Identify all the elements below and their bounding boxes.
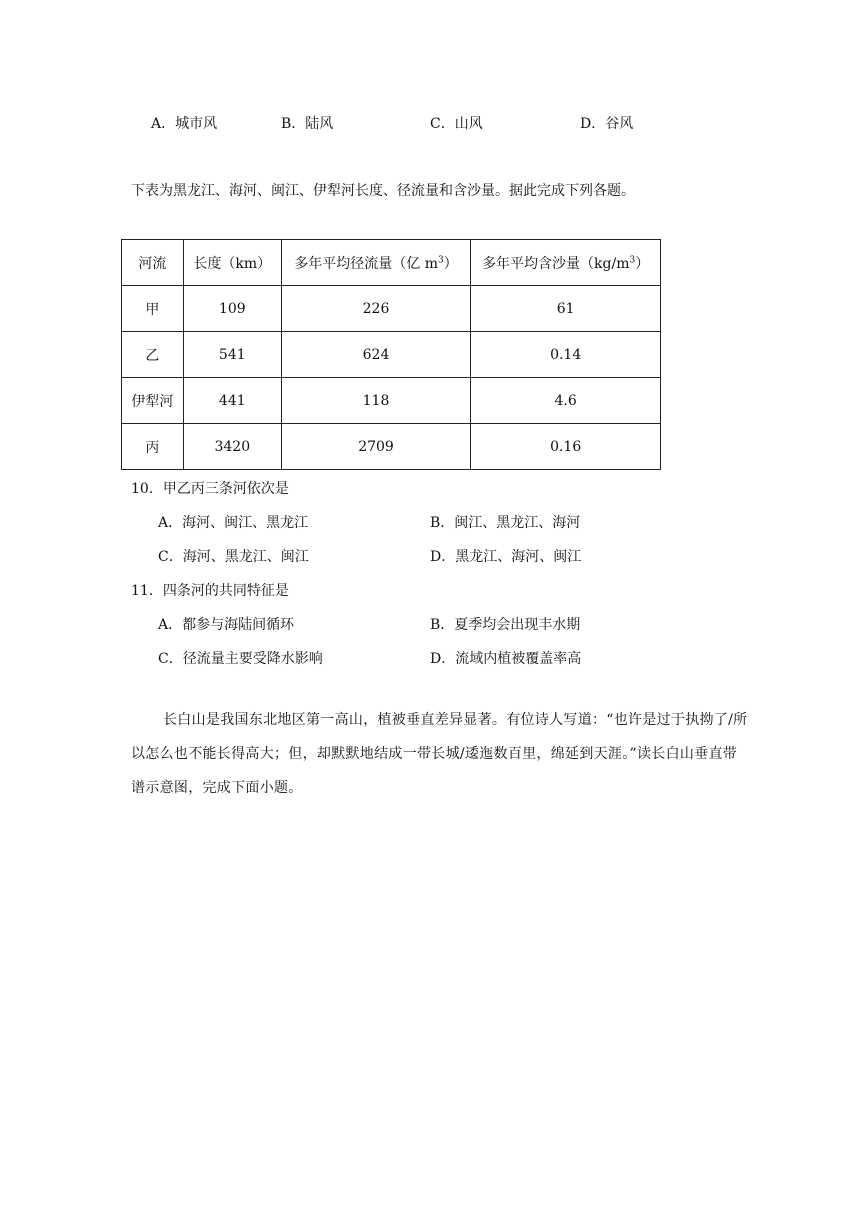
q10-option-d: D．黑龙江、海河、闽江 [430, 549, 582, 565]
river-table [121, 239, 661, 470]
cell-sediment: 4.6 [471, 378, 661, 424]
table-row [122, 424, 661, 470]
header-river: 河流 [122, 240, 184, 286]
cell-runoff: 624 [281, 332, 471, 378]
header-sediment: 多年平均含沙量$(kg/m^3)$ [471, 240, 661, 286]
header-runoff: 多年平均径流量（亿 $m^3$） [281, 240, 471, 286]
cell-length: 441 [183, 378, 281, 424]
q10-stem: 10．甲乙丙三条河依次是 [131, 481, 289, 497]
cell-runoff: 2709 [281, 424, 471, 470]
cell-river: 乙 [122, 332, 184, 378]
cell-river: 伊犁河 [122, 378, 184, 424]
table-header-row [122, 240, 661, 286]
cell-runoff: 118 [281, 378, 471, 424]
q9-option-d: D．谷风 [580, 116, 634, 132]
table-intro: 下表为黑龙江、海河、闽江、伊犁河长度、径流量和含沙量。据此完成下列各题。 [131, 183, 635, 199]
cell-runoff: 226 [281, 286, 471, 332]
cell-sediment: 0.16 [471, 424, 661, 470]
cell-sediment: 0.14 [471, 332, 661, 378]
q9-option-c: C．山风 [430, 116, 483, 132]
q10-option-b: B．闽江、黑龙江、海河 [430, 515, 581, 531]
q11-option-c: C．径流量主要受降水影响 [158, 651, 323, 667]
q11-stem: 11．四条河的共同特征是 [131, 583, 289, 599]
table-row [122, 332, 661, 378]
cell-river: 甲 [122, 286, 184, 332]
cell-length: 541 [183, 332, 281, 378]
cell-length: 109 [183, 286, 281, 332]
q11-option-d: D．流域内植被覆盖率高 [430, 651, 582, 667]
table-row [122, 378, 661, 424]
q11-option-b: B．夏季均会出现丰水期 [430, 617, 581, 633]
cell-length: 3420 [183, 424, 281, 470]
passage: 长白山是我国东北地区第一高山，植被垂直差异显著。有位诗人写道：“也许是过于执拗了/所以怎么也不能长得高大；但，却默默地结成一带长城/逶迤数百里，绵延到天涯。”读长白山垂直带谱示意图，完成下面小题。 [131, 712, 748, 796]
cell-river: 丙 [122, 424, 184, 470]
q10-option-c: C．海河、黑龙江、闽江 [158, 549, 309, 565]
q10-option-a: A．海河、闽江、黑龙江 [158, 515, 309, 531]
q9-option-b: B．陆风 [281, 116, 334, 132]
cell-sediment: 61 [471, 286, 661, 332]
table-row [122, 286, 661, 332]
q9-option-a: A．城市风 [151, 116, 218, 132]
header-length: 长度（km） [183, 240, 281, 286]
q11-option-a: A．都参与海陆间循环 [158, 617, 295, 633]
